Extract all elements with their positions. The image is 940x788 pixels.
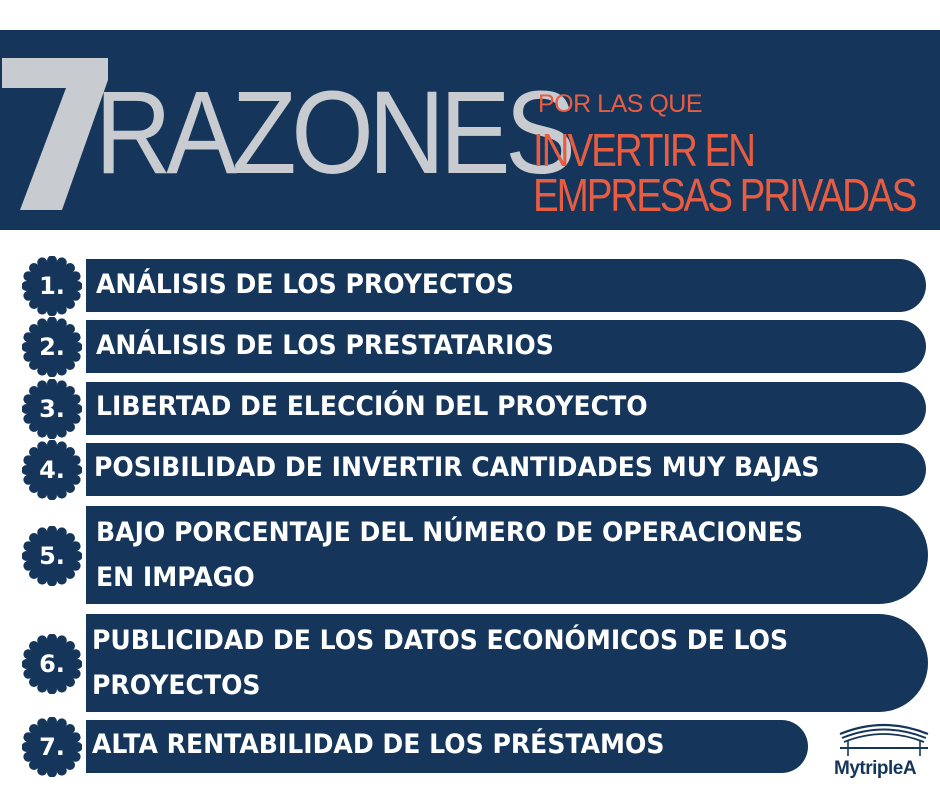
reason-text-line2: EN IMPAGO [96,562,255,593]
number-badge [22,717,82,777]
header-prefix: POR LAS QUE [538,90,702,118]
number-badge [22,440,82,500]
badge-number: 2. [39,333,65,361]
big-seven-numeral [0,38,110,213]
number-badge [22,526,82,586]
reason-text: ALTA RENTABILIDAD DE LOS PRÉSTAMOS [92,729,665,760]
logo-text: MytripleA [834,758,917,779]
badge-number: 4. [39,456,65,484]
header-subtitle-line2: EMPRESAS PRIVADAS [533,169,916,221]
mytriplea-logo [828,720,940,788]
reason-text: POSIBILIDAD DE INVERTIR CANTIDADES MUY BAJAS [94,452,820,483]
reason-text: ANÁLISIS DE LOS PROYECTOS [96,269,515,300]
number-badge [22,256,82,316]
reason-text-line2: PROYECTOS [92,670,261,701]
reason-text: LIBERTAD DE ELECCIÓN DEL PROYECTO [96,391,648,422]
number-badge [22,379,82,439]
badge-number: 5. [39,542,65,570]
reason-text-line1: BAJO PORCENTAJE DEL NÚMERO DE OPERACIONES [96,517,804,548]
badge-number: 3. [39,395,65,423]
reason-text-line1: PUBLICIDAD DE LOS DATOS ECONÓMICOS DE LOS [92,625,789,656]
badge-number: 1. [39,272,65,300]
header-subtitle-line1: INVERTIR EN [533,124,754,176]
bridge-icon [838,722,930,758]
number-badge [22,634,82,694]
number-badge [22,317,82,377]
reason-text: ANÁLISIS DE LOS PRESTATARIOS [96,330,554,361]
header-title: RAZONES [95,67,571,199]
badge-number: 7. [39,733,65,761]
badge-number: 6. [39,650,65,678]
